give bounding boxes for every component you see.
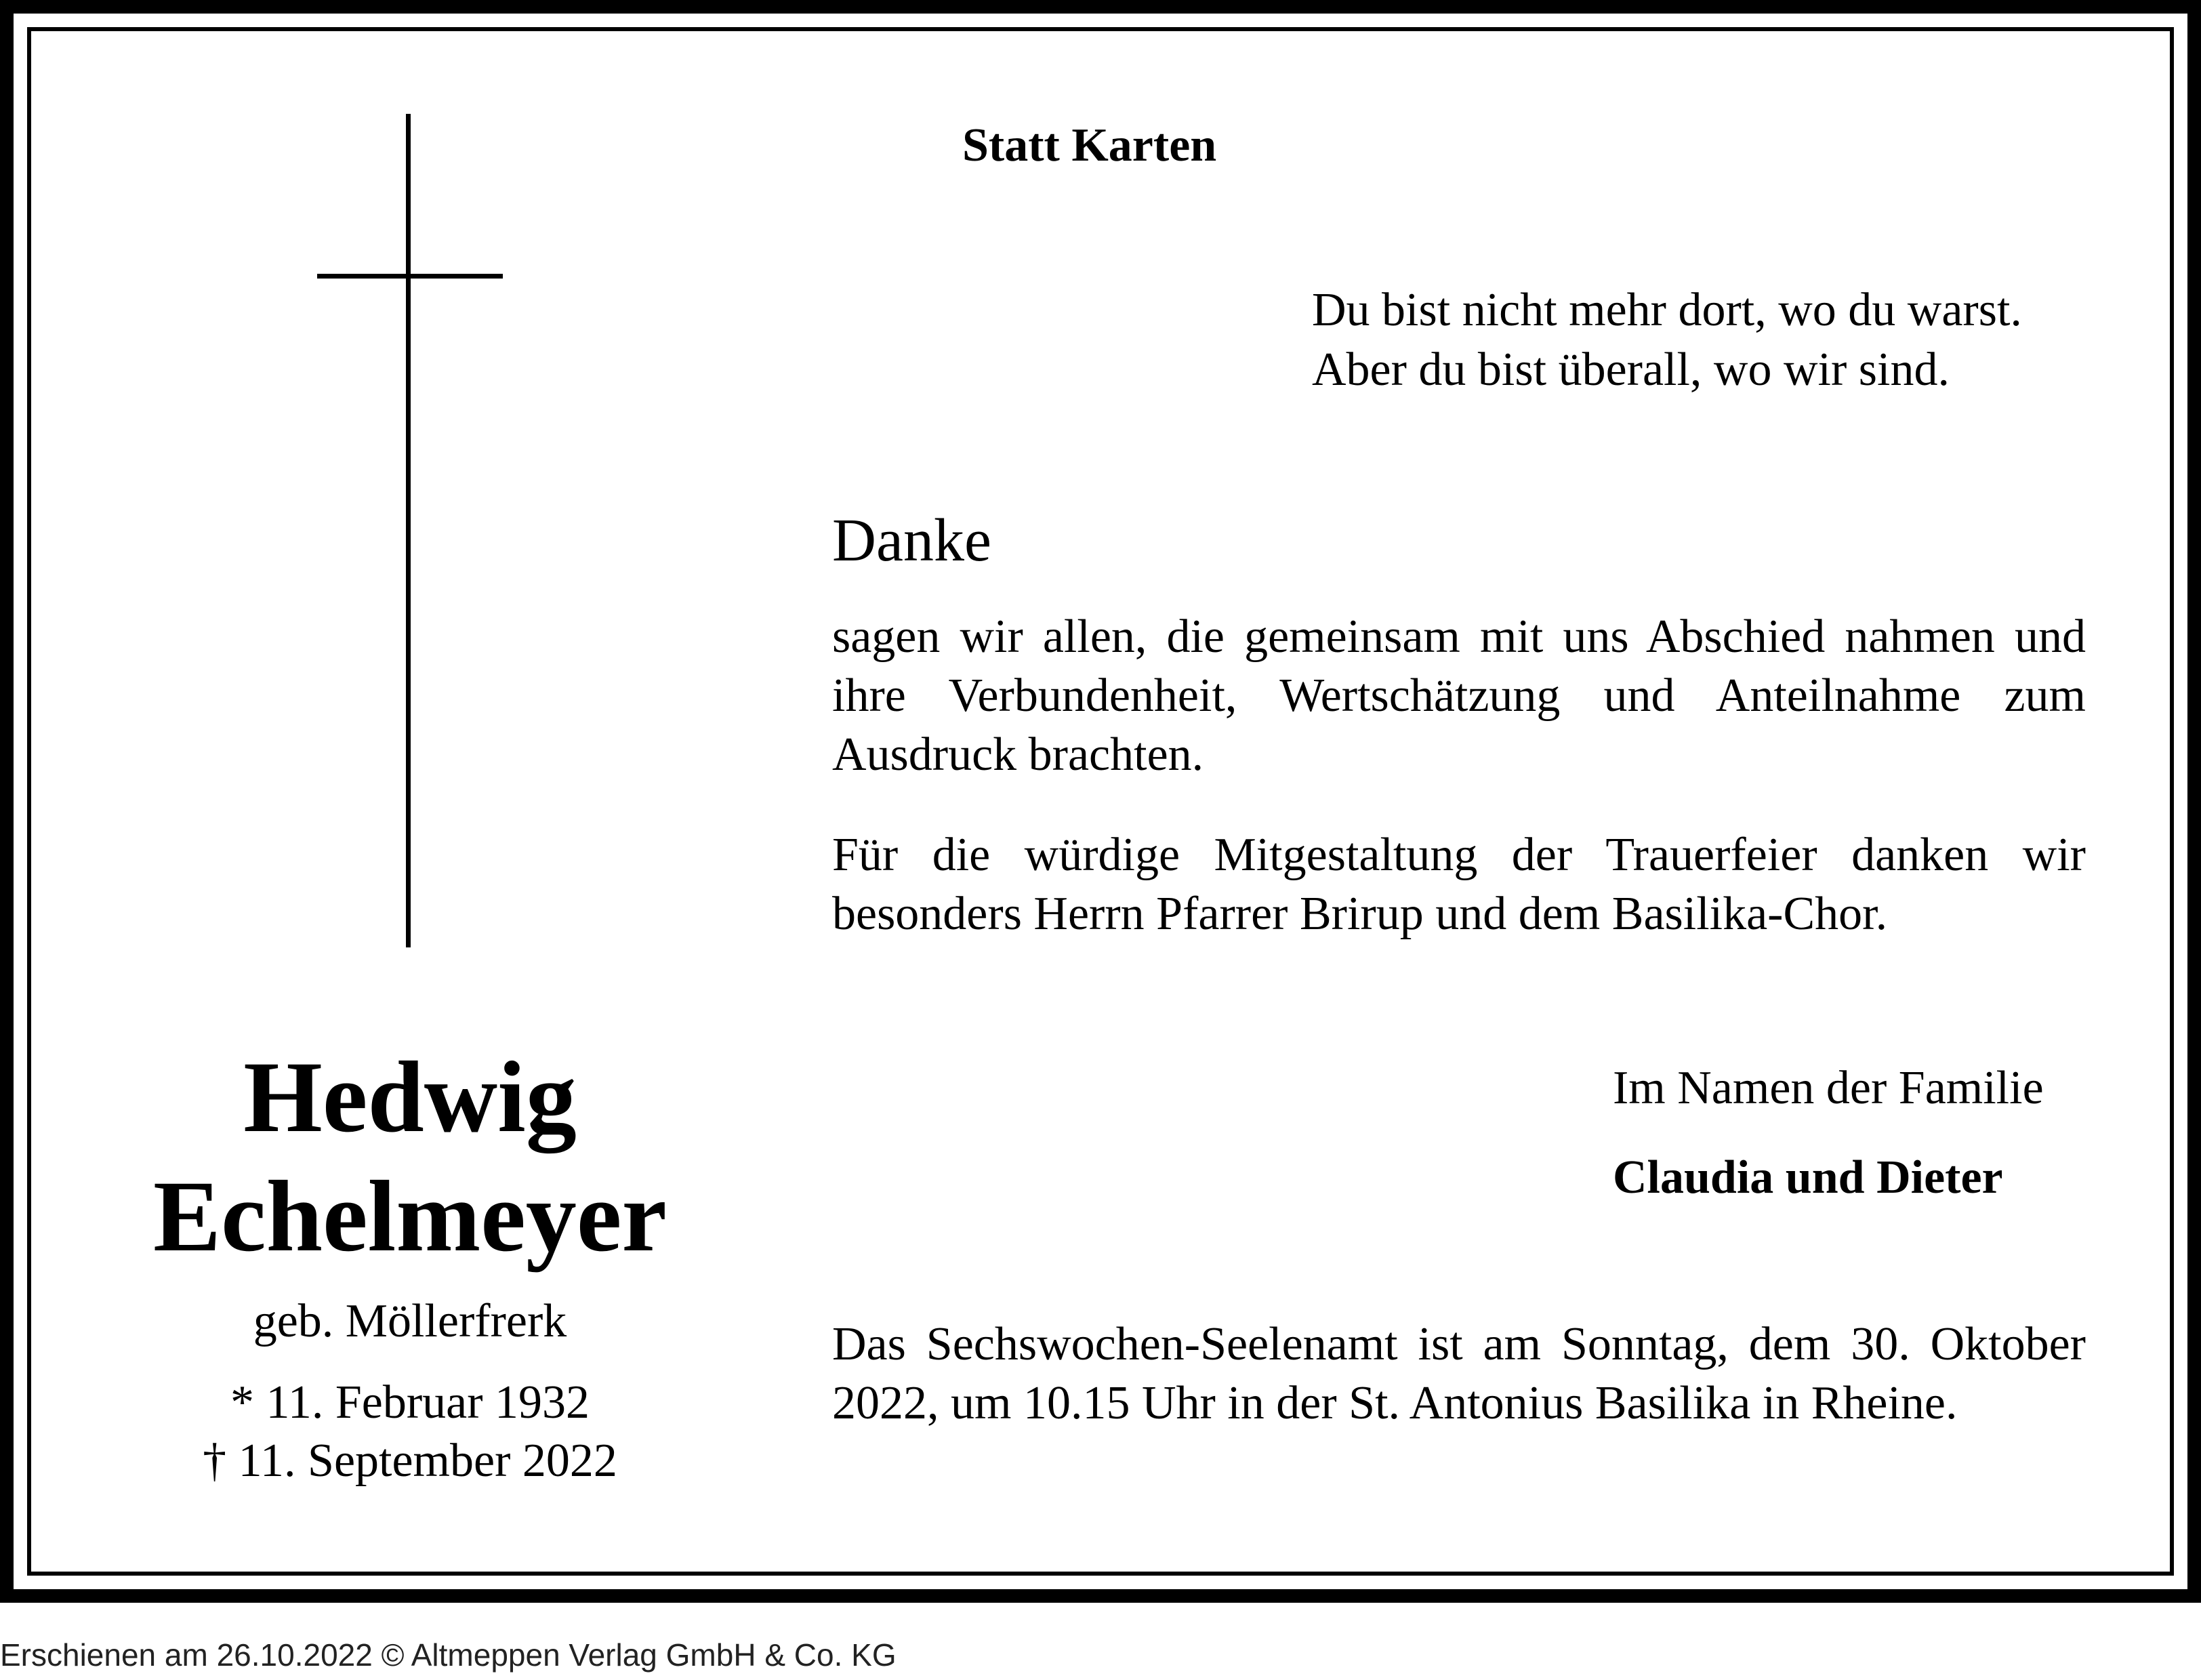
heading-statt-karten: Statt Karten — [962, 119, 1217, 171]
quote-line-2: Aber du bist überall, wo wir sind. — [1312, 344, 1950, 396]
family-intro: Im Namen der Familie — [1613, 1062, 2044, 1114]
deceased-first-name: Hedwig — [243, 1041, 577, 1153]
death-date: † 11. September 2022 — [203, 1435, 617, 1487]
quote-line-1: Du bist nicht mehr dort, wo du warst. — [1312, 284, 2022, 336]
birth-date: * 11. Februar 1932 — [230, 1376, 590, 1429]
thanks-title: Danke — [832, 507, 991, 574]
publication-footer: Erschienen am 26.10.2022 © Altmeppen Verlag GmbH & Co. KG — [0, 1637, 897, 1673]
mass-paragraph: Das Sechswochen-Seelenamt ist am Sonntag, dem 30. Oktober 2022, um 10.15 Uhr in der St. Antonius Basilika in Rheine. — [832, 1318, 2086, 1429]
ceremony-paragraph: Für die würdige Mitgestaltung der Trauerfeier danken wir besonders Herrn Pfarrer Brirup und dem Basilika-Chor. — [832, 829, 2086, 940]
thanks-paragraph: sagen wir allen, die gemeinsam mit uns Abschied nahmen und ihre Verbundenheit, Wertschätzung und Anteilnahme zum Ausdruck brachten. — [832, 611, 2086, 781]
memorial-quote — [1312, 281, 2022, 400]
born-name: geb. Möllerfrerk — [253, 1295, 567, 1347]
family-names: Claudia und Dieter — [1613, 1151, 2003, 1204]
cross-horizontal-bar — [317, 274, 503, 279]
cross-vertical-bar — [406, 114, 411, 947]
deceased-last-name: Echelmeyer — [153, 1160, 667, 1273]
